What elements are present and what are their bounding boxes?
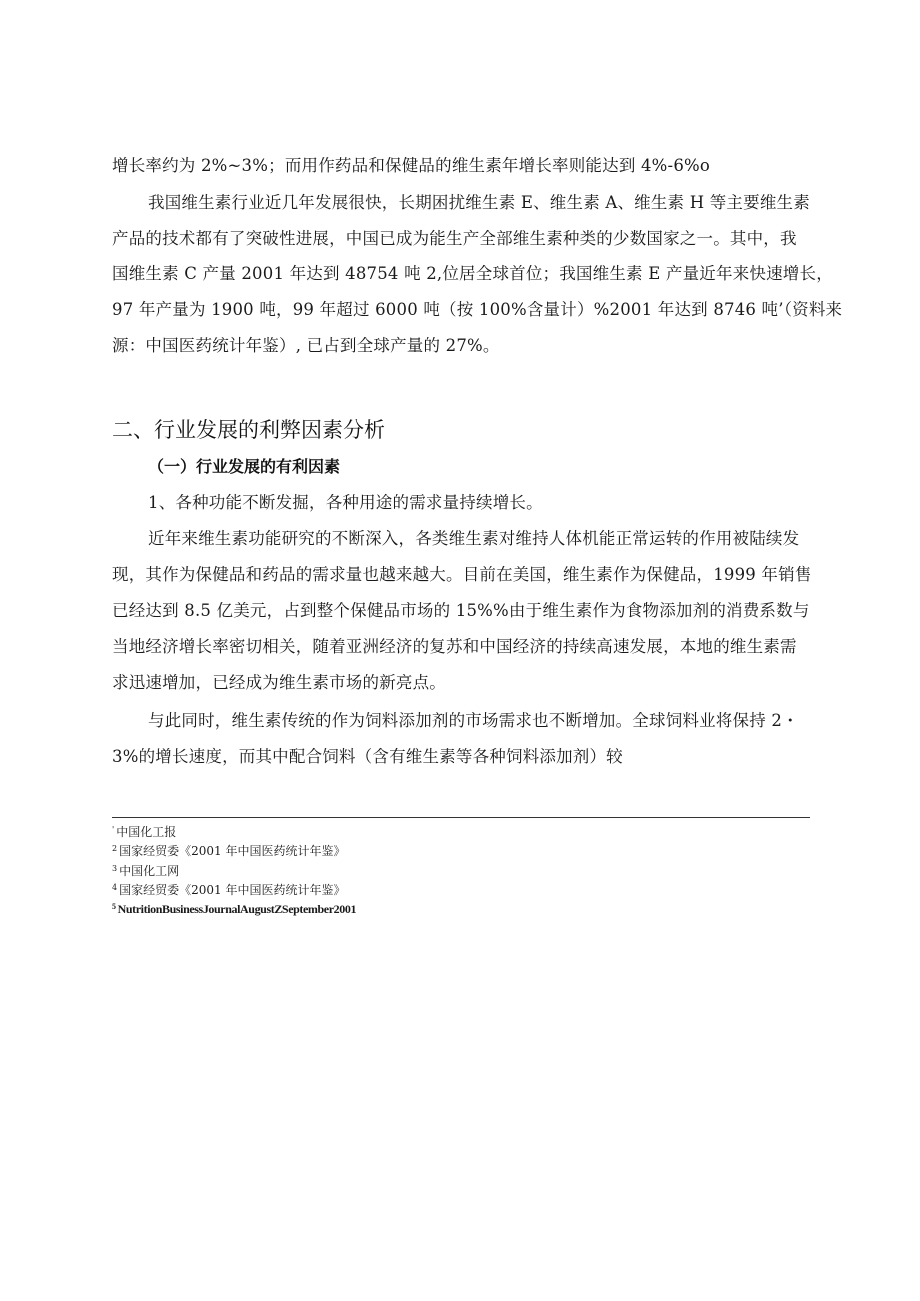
footnote-text: 中国化工报	[116, 825, 177, 839]
footnote	[112, 898, 356, 918]
footnote	[112, 879, 345, 899]
footnote-text: 国家经贸委《2001 年中国医药统计年鉴》	[119, 844, 346, 858]
paragraph-line: 求迅速增加，已经成为维生素市场的新亮点。	[112, 673, 446, 692]
footnote-mark: 2	[112, 844, 118, 853]
section-heading: 二、行业发展的利弊因素分析	[112, 418, 385, 442]
footnote-mark: 5	[112, 902, 116, 911]
paragraph-line: 3%的增长速度，而其中配合饲料（含有维生素等各种饲料添加剂）较	[112, 747, 623, 766]
footnote-mark: 3	[112, 864, 118, 873]
paragraph-line: 现，其作为保健品和药品的需求量也越来越大。目前在美国，维生素作为保健品，1999 年销售	[112, 565, 812, 584]
paragraph-line: 国维生素 C 产量 2001 年达到 48754 吨 2,位居全球首位；我国维生素 E 产量近年来快速增长，	[112, 264, 833, 283]
paragraph-line: 已经达到 8.5 亿美元，占到整个保健品市场的 15%%由于维生素作为食物添加剂的消费系数与	[112, 601, 810, 620]
footnote	[112, 821, 176, 841]
paragraph-line: 源：中国医药统计年鉴）, 已占到全球产量的 27%。	[112, 336, 500, 355]
footnote	[112, 860, 179, 880]
paragraph-line: 我国维生素行业近几年发展很快，长期困扰维生素 E、维生素 A、维生素 H 等主要维生素	[148, 193, 810, 212]
subsection-heading: （一）行业发展的有利因素	[148, 457, 341, 476]
footnote-text: 国家经贸委《2001 年中国医药统计年鉴》	[119, 883, 346, 897]
paragraph-line: 与此同时，维生素传统的作为饲料添加剂的市场需求也不断增加。全球饲料业将保持 2・	[148, 711, 799, 730]
footnote-separator	[112, 817, 810, 818]
footnote-text: NutritionBusinessJournalAugustZSeptember2001	[117, 902, 357, 916]
footnote-text: 中国化工网	[119, 864, 180, 878]
list-item: 1、各种功能不断发掘，各种用途的需求量持续增长。	[148, 493, 543, 512]
footnote-mark: 4	[112, 883, 118, 892]
paragraph-line: 当地经济增长率密切相关，随着亚洲经济的复苏和中国经济的持续高速发展，本地的维生素需	[112, 637, 797, 656]
paragraph-line: 近年来维生素功能研究的不断深入，各类维生素对维持人体机能正常运转的作用被陆续发	[148, 529, 800, 548]
paragraph-line: 产品的技术都有了突破性进展，中国已成为能生产全部维生素种类的少数国家之一。其中，我	[112, 229, 797, 248]
paragraph-line: 增长率约为 2%~3%；而用作药品和保健品的维生素年增长率则能达到 4%-6%o	[112, 156, 711, 175]
footnote-mark: '	[112, 825, 115, 834]
footnote	[112, 840, 345, 860]
paragraph-line: 97 年产量为 1900 吨，99 年超过 6000 吨（按 100%含量计）%2001 年达到 8746 吨’（资料来	[112, 300, 843, 319]
